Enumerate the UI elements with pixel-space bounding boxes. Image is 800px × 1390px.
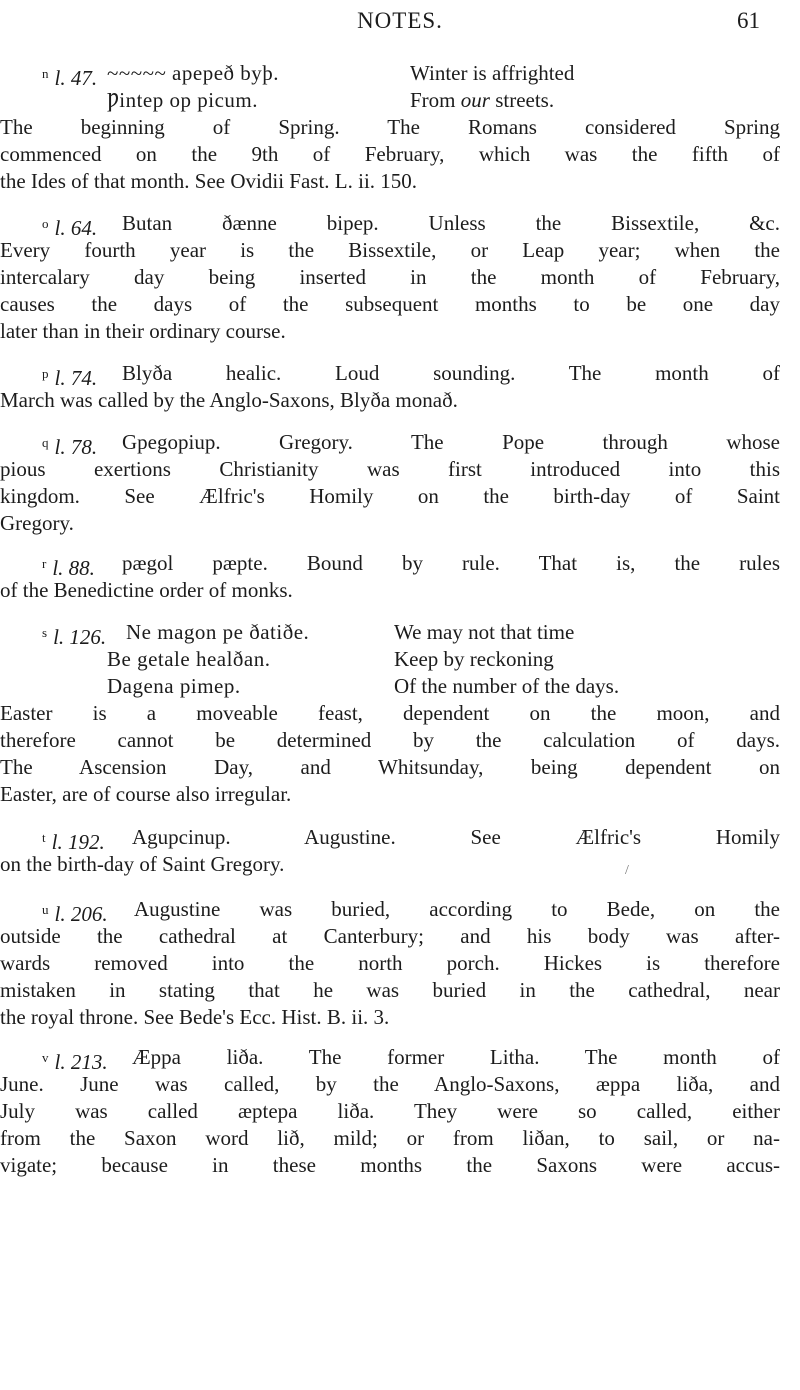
stray-mark: / [625, 863, 629, 878]
body-line: on the birth-day of Saint Gregory. [0, 852, 285, 876]
modern-gloss: We may not that time [394, 620, 575, 644]
note-n-head [42, 60, 97, 92]
body-line: the royal throne. See Bede's Ecc. Hist. B. ii. 3. [0, 1005, 390, 1029]
body-line: outside the cathedral at Canterbury; and his body was after- [0, 924, 780, 948]
body-line: of the Benedictine order of monks. [0, 578, 293, 602]
body-line: Gpegopiup. Gregory. The Pope through whose [122, 430, 780, 454]
body-line: wards removed into the north porch. Hickes is therefore [0, 951, 780, 975]
footnote-marker: t [42, 830, 46, 845]
body-line: intercalary day being inserted in the month of February, [0, 265, 780, 289]
old-english-gloss: Ƿintep op picum. [107, 88, 258, 112]
line-reference: l. 78. [54, 435, 98, 459]
body-line: from the Saxon word lið, mild; or from liðan, to sail, or na- [0, 1126, 780, 1150]
footnote-marker: q [42, 435, 49, 450]
body-line: Easter, are of course also irregular. [0, 782, 292, 806]
body-line: therefore cannot be determined by the calculation of days. [0, 728, 780, 752]
old-english-gloss: ~~~~~ apepeð byþ. [107, 61, 280, 85]
body-line: causes the days of the subsequent months to be one day [0, 292, 780, 316]
body-line: kingdom. See Ælfric's Homily on the birth-day of Saint [0, 484, 780, 508]
body-line: March was called by the Anglo-Saxons, Blyða monað. [0, 388, 458, 412]
body-line: the Ides of that month. See Ovidii Fast. L. ii. 150. [0, 169, 418, 193]
emphasis: our [460, 88, 490, 112]
footnote-marker: s [42, 625, 48, 640]
body-line: Easter is a moveable feast, dependent on the moon, and [0, 701, 780, 725]
footnote-marker: p [42, 366, 49, 381]
page-header [0, 8, 800, 38]
body-line: Every fourth year is the Bissextile, or Leap year; when the [0, 238, 780, 262]
page-number: 61 [737, 8, 760, 33]
body-line: commenced on the 9th of February, which was the fifth of [0, 142, 780, 166]
modern-gloss: Keep by reckoning [394, 647, 554, 671]
line-reference: l. 192. [51, 830, 105, 854]
modern-gloss: From our streets. [410, 88, 555, 112]
line-reference: l. 213. [54, 1050, 108, 1074]
footnote-marker: r [42, 556, 47, 571]
body-line: Æppa liða. The former Litha. The month of [132, 1045, 780, 1069]
old-english-gloss: Be getale healðan. [107, 647, 271, 671]
body-line: July was called æptepa liða. They were so called, either [0, 1099, 780, 1123]
body-line: mistaken in stating that he was buried in the cathedral, near [0, 978, 780, 1002]
body-line: later than in their ordinary course. [0, 319, 286, 343]
body-line: Augustine was buried, according to Bede, on the [134, 897, 780, 921]
body-line: pious exertions Christianity was first introduced into this [0, 457, 780, 481]
running-title: NOTES. [357, 8, 443, 33]
line-reference: l. 206. [54, 902, 108, 926]
old-english-gloss: Ne magon pe ðatiðe. [126, 620, 310, 644]
footnote-marker: o [42, 216, 49, 231]
body-line: vigate; because in these months the Saxons were accus- [0, 1153, 780, 1177]
body-line: The beginning of Spring. The Romans considered Spring [0, 115, 780, 139]
footnote-marker: u [42, 902, 49, 917]
body-line: Agupcinup. Augustine. See Ælfric's Homily [132, 825, 780, 849]
old-english-gloss: Dagena pimep. [107, 674, 241, 698]
line-reference: l. 126. [53, 625, 107, 649]
footnote-marker: v [42, 1050, 49, 1065]
footnote-marker: n [42, 66, 49, 81]
body-line: The Ascension Day, and Whitsunday, being dependent on [0, 755, 780, 779]
body-line: Blyða healic. Loud sounding. The month of [122, 361, 780, 385]
line-reference: l. 74. [54, 366, 98, 390]
line-reference: l. 88. [52, 556, 95, 580]
modern-gloss: Of the number of the days. [394, 674, 620, 698]
line-reference: l. 64. [54, 216, 98, 240]
body-line: Butan ðænne bipep. Unless the Bissextile, &c. [122, 211, 780, 235]
note-s-head [42, 619, 106, 651]
line-reference: l. 47. [54, 66, 98, 90]
body-line: pægol pæpte. Bound by rule. That is, the rules [122, 551, 780, 575]
body-line: June. June was called, by the Anglo-Saxons, æppa liða, and [0, 1072, 780, 1096]
body-line: Gregory. [0, 511, 74, 535]
modern-gloss: Winter is affrighted [410, 61, 575, 85]
